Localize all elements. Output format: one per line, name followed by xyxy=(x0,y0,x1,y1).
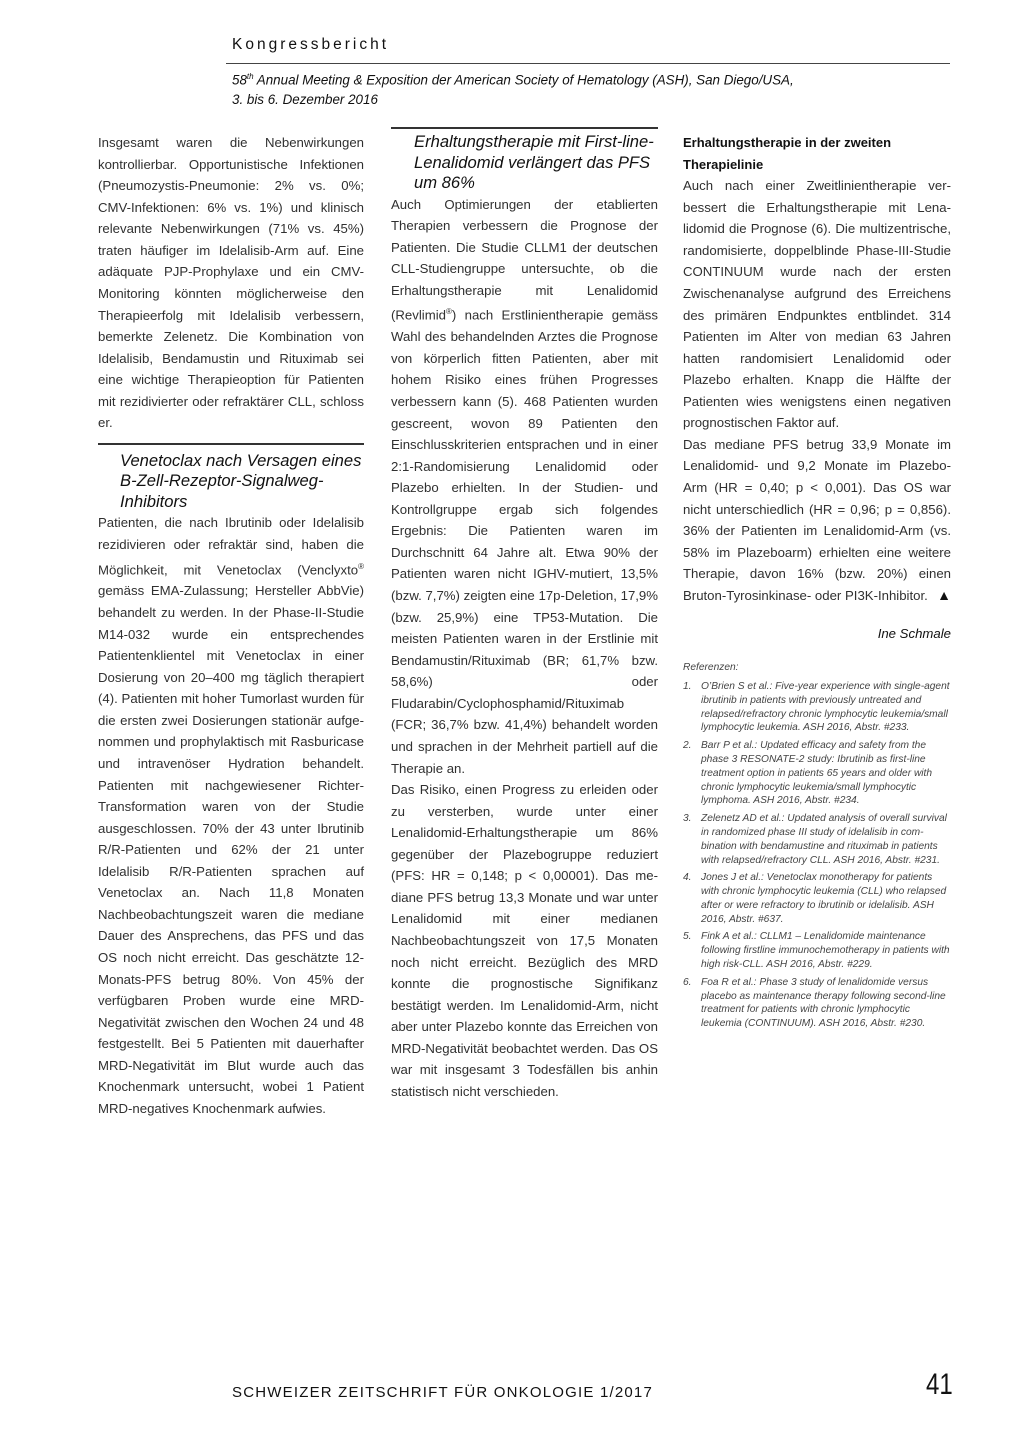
reference-item xyxy=(683,739,951,808)
reference-text: Barr P et al.: Updated efficacy and safety from the phase 3 RESONATE-2 study: Ibrutinib as first-line treatment option in patients 65 years and older with chronic lymphocytic leukemia/small lymphocytic lymphoma. ASH 2016, Abstr. #234. xyxy=(701,740,933,807)
section-divider xyxy=(98,443,364,445)
page-number: 41 xyxy=(926,1368,953,1401)
reference-item xyxy=(683,680,951,735)
references-heading: Referenzen: xyxy=(683,661,739,673)
reference-item xyxy=(683,976,951,1031)
reference-item xyxy=(683,930,951,971)
reference-number: 3. xyxy=(683,813,692,825)
reference-number: 6. xyxy=(683,976,692,988)
reference-text: Fink A et al.: CLLM1 – Lenalidomide maintenance following firstline immunochemotherapy in patients with high risk-CLL. ASH 2016, Abstr. #229. xyxy=(701,931,950,971)
text-run: Auch Optimierungen der etablierten Therapien verbessern die Prognose der Patienten. Die Studie CLLM1 der deutschen CLL-Studiengruppe untersuchte, ob die Erhaltungstherapie mit Lenalidomid (Revlimid xyxy=(391,196,658,323)
registered-mark: ® xyxy=(445,307,452,317)
text-run: ) nach Erstlinientherapie gemäss Wahl des behandelnden Arztes die Prognose von körperlich fitten Patienten, aber mit hohem Risiko eines frühen Progresses verbessern kann (5). 468 Patienten wurden gescreent, wovon 89 Patienten den Einschlusskriterien entsprachen und in einer 2:1-Randomisierung Lenalidomid oder Plazebo erhielten. In der Studien- und Kontrollgruppe ergab sich folgendes Ergebnis: Die Patienten waren im Durchschnitt 64 Jahre alt. Etwa 90% der Patienten waren nicht IGHV-mutiert, 13,5% (bzw. 7,7%) zeigten eine 17p-Deletion, 17,9% (bzw. 25,9%) eine TP53-Mutation. Die meisten Patienten waren in der Erstlinie mit Bendamustin/Rituximab (BR; 61,7% bzw. 58,6%) oder Fludarabin/Cyclophosphamid/Rituximab (FCR; 36,7% bzw. 41,4%) behandelt worden und sprachen in der Mehrheit partiell auf die Therapie an. xyxy=(391,307,658,776)
paragraph: Insgesamt waren die Nebenwirkungen kontrollierbar. Opportunistische Infektionen (Pneumozystis-Pneumonie: 2% vs. 0%; CMV-Infektionen: 6% vs. 1%) und klinisch relevante Nebenwirkungen (71% vs. 45%) traten häufiger im Idelalisib-Arm auf. Eine adäquate PJP-Prophylaxe und ein CMV-Monitoring könnten möglicherweise den Therapieerfolg mit Idelalisib verbessern, bemerkte Zelenetz. Die Kombination von Idelalisib, Bendamustin und Rituximab sei eine wichtige Therapieoption für Patienten mit rezidivierter oder refraktärer CLL, schloss er. xyxy=(98,135,364,431)
references xyxy=(683,661,951,1031)
section-heading: Erhaltungstherapie mit First-line-Lenalidomid verlängert das PFS um 86% xyxy=(414,132,654,192)
reference-item xyxy=(683,812,951,867)
reference-number: 2. xyxy=(683,740,692,752)
journal-name: SCHWEIZER ZEITSCHRIFT FÜR ONKOLOGIE 1/2017 xyxy=(232,1384,654,1401)
section-label: Kongressbericht xyxy=(232,36,390,53)
author-name: Ine Schmale xyxy=(877,626,951,642)
header-divider xyxy=(226,63,950,64)
reference-item xyxy=(683,871,951,926)
article-column-1 xyxy=(98,132,364,1120)
paragraph xyxy=(391,194,658,780)
reference-number: 5. xyxy=(683,931,692,943)
end-of-article-icon: ▲ xyxy=(937,586,951,603)
conference-subtitle xyxy=(232,67,932,109)
paragraph xyxy=(683,434,951,607)
conference-ordinal: 58 xyxy=(232,72,247,88)
article-column-3 xyxy=(683,132,951,1035)
reference-number: 4. xyxy=(683,872,692,884)
conference-name: Annual Meeting & Exposition der American Society of Hematology (ASH), San Diego/USA, xyxy=(253,72,794,88)
text-run: gemäss EMA-Zulassung; Hersteller AbbVie) behandelt zu werden. In der Phase-II-Studie M14-032 wurde ein entsprechendes Patientenklientel mit Venetoclax in einer Dosierung von 20–400 mg täglich therapiert (4). Patienten mit hoher Tumorlast wurden für die ersten zwei Dosierungen stationär aufgenommen und prophylaktisch mit Rasburicase und intravenöser Hydration behandelt. Patienten mit nachgewiesener Richter-Transformation waren von der Studie ausgeschlossen. 70% der 43 unter Ibrutinib R/R-Patienten und 62% der 21 unter Idelalisib R/R-Patienten sprachen auf Venetoclax an. Nach 11,8 Monaten Nachbeobachtungszeit waren die mediane Dauer des Ansprechens, das PFS und das OS noch nicht erreicht. Das geschätzte 12-Monats-PFS betrug 80%. Von 45% der verfügbaren Proben wurde eine MRD-Negativität zwischen den Wochen 24 und 48 festgestellt. Bei 5 Patienten mit dauerhafter MRD-Negativität im Blut wurde auch das Knochenmark untersucht, wobei 1 Patient MRD-negatives Knochenmark aufwies. xyxy=(98,583,364,1116)
reference-text: Jones J et al.: Venetoclax monotherapy for patients with chronic lymphocytic leukemia (CLL) who relapsed after or were refractory to ibrutinib or idelalisib. ASH 2016, Abstr. #637. xyxy=(701,872,947,925)
text-run: Das mediane PFS betrug 33,9 Monate im Lenalidomid- und 9,2 Monate im Plazebo-Arm (HR = 0,40; p < 0,001). Das OS war nicht unterschiedlich (HR = 0,96; p = 0,856). 36% der Patienten im Lenalidomid-Arm (vs. 58% im Plazeboarm) erhielten eine weitere Therapie, davon 16% (bzw. 20%) einen Bruton-Tyrosinkinase- oder PI3K-Inhibitor. xyxy=(683,436,951,603)
section-heading: Venetoclax nach Versagen eines B-Zell-Rezeptor-Signalweg-Inhibitors xyxy=(120,450,362,511)
reference-text: Foa R et al.: Phase 3 study of lenalidomide versus placebo as maintenance therapy following second-line treatment for patients with chronic lymphocytic leukemia (CONTINUUM). ASH 2016, Abstr. #230. xyxy=(701,976,946,1030)
text-run: Patienten, die nach Ibrutinib oder Idelalisib rezidivieren oder refraktär sind, haben die Möglichkeit, mit Venetoclax (Venclyxto xyxy=(98,515,364,577)
conference-dates: 3. bis 6. Dezember 2016 xyxy=(232,91,378,107)
reference-number: 1. xyxy=(683,680,692,692)
paragraph xyxy=(98,512,364,1119)
paragraph: Das Risiko, einen Progress zu erleiden oder zu versterben, wurde unter einer Lenalidomid-Erhaltungstherapie um 86% gegenüber der Plazebogruppe reduziert (PFS: HR = 0,148; p < 0,00001). Das mediane PFS betrug 13,3 Monate und war unter Lenalidomid mit einer medianen Nachbeobachtungszeit von 17,5 Monaten noch nicht erreicht. Bezüglich des MRD konnte die prognostische Signifikanz bestätigt werden. Im Lenalidomid-Arm, nicht aber unter Plazebo konnte das Erreichen von MRD-Negativität beobachtet werden. Das OS war mit insgesamt 3 Todesfällen bis anhin statistisch nicht verschieden. xyxy=(391,782,658,1099)
ordinal-suffix: th xyxy=(246,72,254,81)
reference-text: Zelenetz AD et al.: Updated analysis of overall survival in randomized phase III study of idelalisib in combination with bendamustine and rituximab in patients with relapsed/refractory CLL. ASH 2016, Abstr. #231. xyxy=(701,813,947,866)
article-column-2 xyxy=(391,132,658,1103)
subsection-heading: Erhaltungstherapie in der zweiten Therapielinie xyxy=(683,135,892,172)
registered-mark: ® xyxy=(358,561,364,571)
section-divider xyxy=(391,127,658,129)
paragraph: Auch nach einer Zweitlinientherapie verbessert die Erhaltungstherapie mit Lenalidomid die Prognose (6). Die multizentrische, randomisierte, doppelblinde Phase-III-Studie CONTINUUM wurde nach der ersten Zwischenanalyse aufgrund des Erreichens des primären Endpunktes entblindet. 314 Patienten im Alter von median 63 Jahren hatten randomisiert Lenalidomid oder Plazebo erhalten. Knapp die Hälfte der Patienten wies wenigstens einen negativen prognostischen Faktor auf. xyxy=(683,178,951,431)
reference-text: O’Brien S et al.: Five-year experience with single-agent ibrutinib in patients with previously untreated and relapsed/refractory chronic lymphocytic leukemia/small lymphocytic leukemia. ASH 2016, Abstr. #233. xyxy=(701,680,950,734)
